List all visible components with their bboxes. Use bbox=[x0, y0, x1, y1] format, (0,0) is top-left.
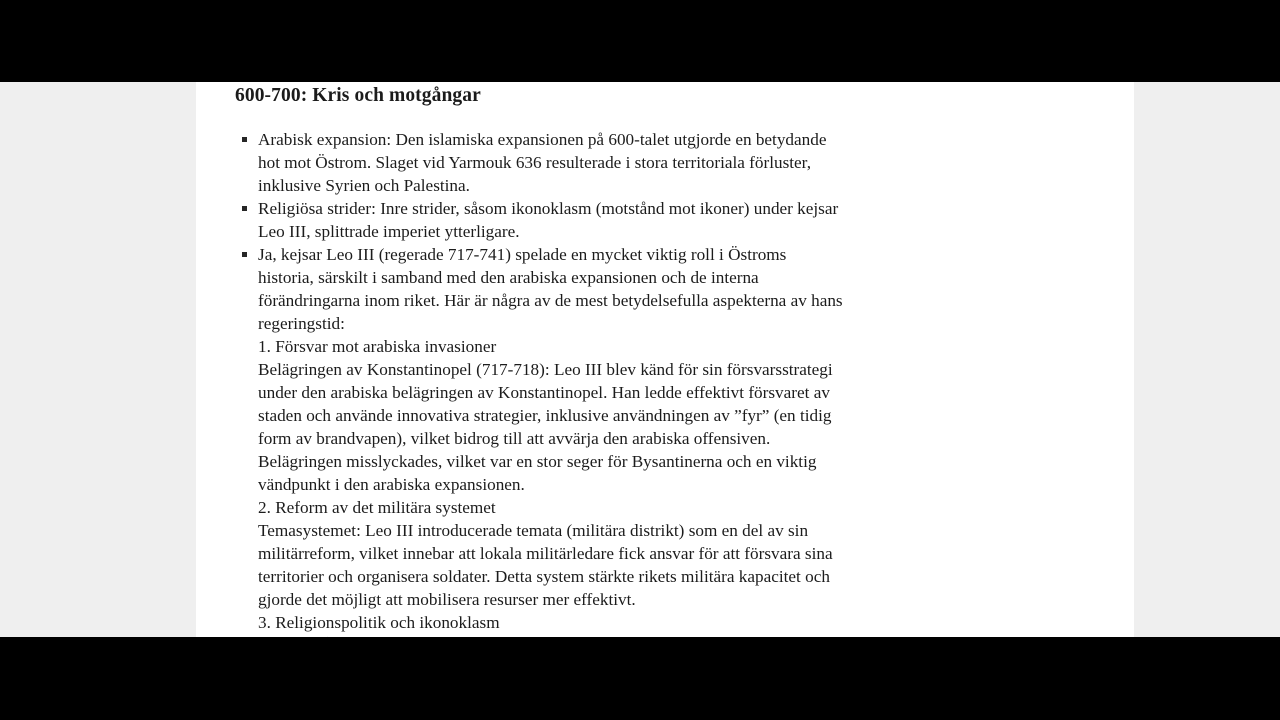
section-body-military-reform: Temasystemet: Leo III introducerade temata (militära distrikt) som en del av sin militärreform, vilket innebar att lokala militärledare fick ansvar för att försvara sina territorier och organisera soldater. Detta system stärkte rikets militära kapacitet och gjorde det möjligt att mobilisera resurser mer effektivt. bbox=[258, 521, 833, 609]
section-body-defense: Belägringen av Konstantinopel (717-718): Leo III blev känd för sin försvarsstrategi under den arabiska belägringen av Konstantinopel. Han ledde effektivt försvaret av staden och använde innovativa strategier, inklusive användningen av ”fyr” (en tidig form av brandvapen), vilket bidrog till att avvärja den arabiska offensiven. Belägringen misslyckades, vilket var en stor seger för Bysantinerna och en viktig vändpunkt i den arabiska expansionen. bbox=[258, 360, 833, 494]
list-item bbox=[196, 197, 845, 243]
letterbox-bottom bbox=[0, 637, 1280, 720]
list-item-text: Arabisk expansion: Den islamiska expansionen på 600-talet utgjorde en betydande hot mot Östrom. Slaget vid Yarmouk 636 resulterade i stora territoriala förluster, inklusive Syrien och Palestina. bbox=[258, 130, 827, 195]
section-heading-defense: 1. Försvar mot arabiska invasioner bbox=[258, 337, 497, 356]
list-item bbox=[196, 128, 845, 197]
bullet-square-icon bbox=[242, 252, 247, 257]
app-viewport bbox=[0, 82, 1280, 637]
section-heading-iconoclasm: 3. Religionspolitik och ikonoklasm bbox=[258, 613, 500, 632]
list-item-text: Ja, kejsar Leo III (regerade 717-741) spelade en mycket viktig roll i Östroms historia, särskilt i samband med den arabiska expansionen och de interna förändringarna inom riket. Här är några av de mest betydelsefulla aspekterna av hans regeringstid: bbox=[258, 245, 843, 333]
section-heading-military-reform: 2. Reform av det militära systemet bbox=[258, 498, 496, 517]
bullet-square-icon bbox=[242, 137, 247, 142]
page-title: 600-700: Kris och motgångar bbox=[235, 85, 481, 106]
list-item-text: Religiösa strider: Inre strider, såsom ikonoklasm (motstånd mot ikoner) under kejsar Leo III, splittrade imperiet ytterligare. bbox=[258, 199, 839, 241]
bulleted-list bbox=[196, 128, 1134, 657]
letterbox-top bbox=[0, 0, 1280, 82]
document-page[interactable] bbox=[196, 82, 1134, 637]
bullet-square-icon bbox=[242, 206, 247, 211]
list-item bbox=[196, 243, 845, 657]
